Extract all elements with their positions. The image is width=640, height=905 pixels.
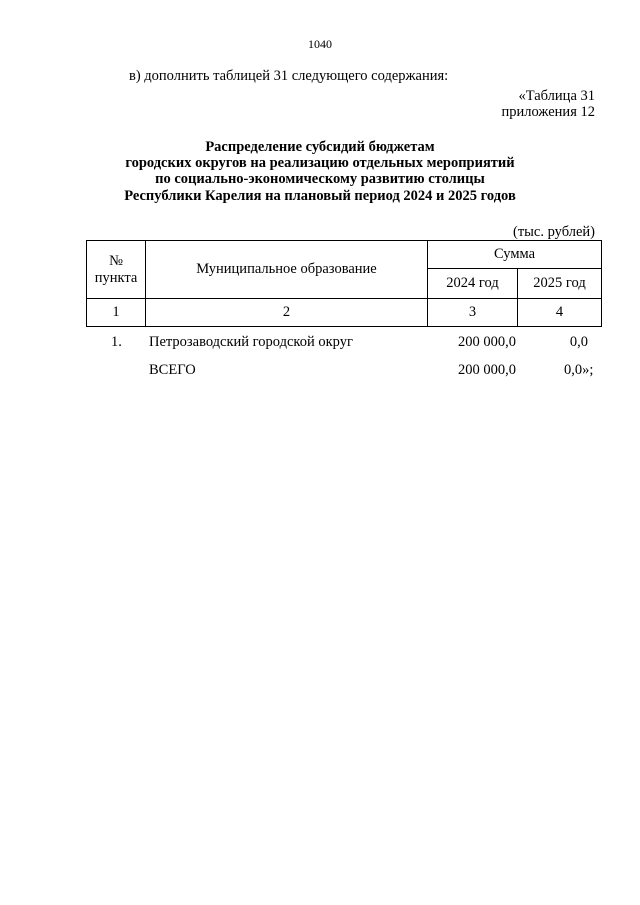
subsidy-table-header [86, 240, 602, 327]
page-number: 1040 [308, 37, 332, 51]
total-label: ВСЕГО [149, 362, 196, 378]
header-municipality: Муниципальное образование [146, 241, 428, 299]
row-number: 1. [111, 334, 122, 350]
header-item-number-symbol: № [109, 252, 123, 269]
table-reference-line-1: «Таблица 31 [518, 88, 595, 104]
column-number-2: 2 [146, 299, 428, 327]
header-item-number-label: пункта [94, 269, 138, 286]
header-year-2025: 2025 год [518, 269, 602, 299]
document-title-line-2: городских округов на реализацию отдельных мероприятий [125, 155, 515, 171]
header-item-number [87, 241, 146, 299]
row-municipality-name: Петрозаводский городской округ [149, 334, 353, 350]
document-title-line-3: по социально-экономическому развитию столицы [155, 171, 485, 187]
row-value-2025: 0,0 [569, 334, 588, 350]
header-sum: Сумма [428, 241, 602, 269]
row-value-2024: 200 000,0 [458, 334, 516, 350]
document-title-line-1: Распределение субсидий бюджетам [205, 139, 435, 155]
column-number-1: 1 [87, 299, 146, 327]
column-number-4: 4 [518, 299, 602, 327]
units-label: (тыс. рублей) [513, 224, 595, 240]
column-number-3: 3 [428, 299, 518, 327]
header-year-2024: 2024 год [428, 269, 518, 299]
total-value-2025: 0,0»; [564, 362, 594, 378]
document-title-line-4: Республики Карелия на плановый период 2024 и 2025 годов [124, 188, 516, 204]
total-value-2024: 200 000,0 [458, 362, 516, 378]
table-reference-line-2: приложения 12 [501, 104, 595, 120]
intro-text: в) дополнить таблицей 31 следующего содержания: [129, 68, 449, 84]
